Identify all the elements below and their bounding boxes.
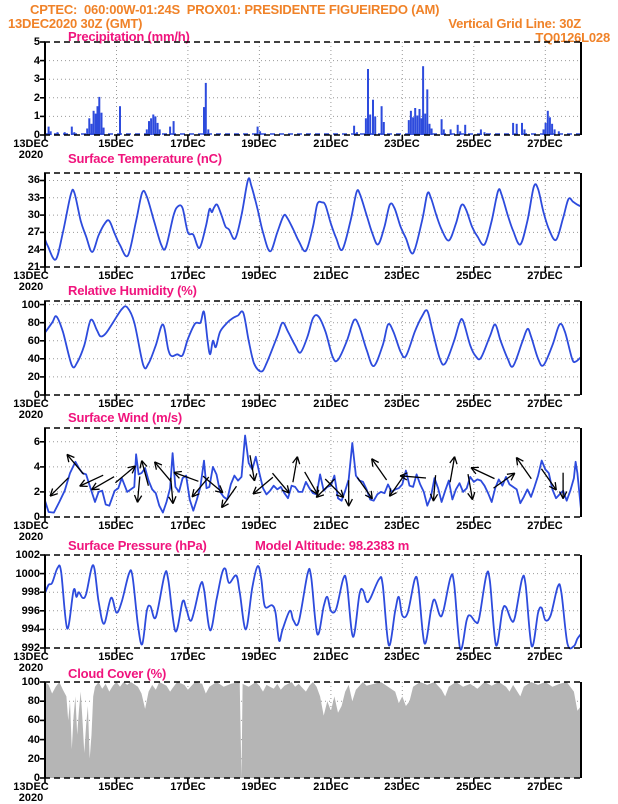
surface-pressure-ytick-label: 1000 <box>0 568 40 580</box>
surface-temperature-xtick-label: 15DEC <box>94 270 138 282</box>
relative-humidity-xtick-year: 2020 <box>9 409 53 421</box>
surface-pressure-xtick-label: 17DEC <box>166 651 210 663</box>
cloud-cover-xtick-label: 27DEC <box>523 781 567 793</box>
surface-pressure-xtick-label: 21DEC <box>309 651 353 663</box>
cloud-cover-xtick-label: 15DEC <box>94 781 138 793</box>
relative-humidity-ytick-label: 100 <box>0 299 40 311</box>
surface-temperature-ytick-label: 21 <box>0 261 40 273</box>
header-station-line: CPTEC: 060:00W-01:24S PROX01: PRESIDENTE FIGUEIREDO (AM) <box>30 2 439 17</box>
surface-pressure-ytick-label: 992 <box>0 642 40 654</box>
surface-temperature-xtick-label: 19DEC <box>237 270 281 282</box>
surface-temperature-ytick-label: 30 <box>0 209 40 221</box>
surface-wind-xtick-label: 23DEC <box>380 520 424 532</box>
panel-title-relative-humidity: Relative Humidity (%) <box>68 283 197 298</box>
relative-humidity-xtick-label: 25DEC <box>452 398 496 410</box>
panel-title-precipitation: Precipitation (mm/h) <box>68 29 190 44</box>
surface-wind-xtick-label: 17DEC <box>166 520 210 532</box>
surface-pressure-ytick-label: 996 <box>0 605 40 617</box>
surface-temperature-xtick-label: 13DEC <box>9 270 53 282</box>
relative-humidity-ytick-label: 60 <box>0 335 40 347</box>
relative-humidity-xtick-label: 17DEC <box>166 398 210 410</box>
precipitation-xtick-label: 21DEC <box>309 138 353 150</box>
cloud-cover-ytick-label: 40 <box>0 734 40 746</box>
precipitation-xtick-label: 23DEC <box>380 138 424 150</box>
surface-pressure-ytick-label: 1002 <box>0 549 40 561</box>
surface-pressure-ytick-label: 998 <box>0 586 40 598</box>
relative-humidity-ytick-label: 0 <box>0 389 40 401</box>
relative-humidity-ytick-label: 80 <box>0 317 40 329</box>
surface-temperature-xtick-label: 23DEC <box>380 270 424 282</box>
surface-wind-xtick-label: 19DEC <box>237 520 281 532</box>
precipitation-ytick-label: 5 <box>0 36 40 48</box>
surface-wind-ytick-label: 4 <box>0 461 40 473</box>
precipitation-ytick-label: 3 <box>0 73 40 85</box>
surface-temperature-ytick-label: 33 <box>0 192 40 204</box>
surface-wind-xtick-label: 13DEC <box>9 520 53 532</box>
header-vertical-grid-line: Vertical Grid Line: 30Z <box>448 16 581 31</box>
precipitation-ytick-label: 0 <box>0 129 40 141</box>
surface-wind-xtick-year: 2020 <box>9 531 53 543</box>
surface-wind-xtick-label: 25DEC <box>452 520 496 532</box>
model-altitude-label: Model Altitude: 98.2383 m <box>255 538 409 553</box>
precipitation-xtick-label: 19DEC <box>237 138 281 150</box>
cloud-cover-xtick-year: 2020 <box>9 792 53 804</box>
surface-temperature-xtick-label: 25DEC <box>452 270 496 282</box>
relative-humidity-xtick-label: 15DEC <box>94 398 138 410</box>
header-model-code: TQ0126L028 <box>535 30 610 45</box>
surface-wind-ytick-label: 2 <box>0 486 40 498</box>
surface-temperature-ytick-label: 27 <box>0 226 40 238</box>
cloud-cover-ytick-label: 100 <box>0 676 40 688</box>
cloud-cover-xtick-label: 13DEC <box>9 781 53 793</box>
panel-title-cloud-cover: Cloud Cover (%) <box>68 666 166 681</box>
precipitation-ytick-label: 2 <box>0 92 40 104</box>
relative-humidity-xtick-label: 21DEC <box>309 398 353 410</box>
cloud-cover-xtick-label: 17DEC <box>166 781 210 793</box>
precipitation-xtick-label: 17DEC <box>166 138 210 150</box>
surface-pressure-xtick-label: 13DEC <box>9 651 53 663</box>
relative-humidity-xtick-label: 19DEC <box>237 398 281 410</box>
cloud-cover-ytick-label: 20 <box>0 753 40 765</box>
surface-temperature-xtick-label: 27DEC <box>523 270 567 282</box>
surface-temperature-xtick-label: 17DEC <box>166 270 210 282</box>
surface-wind-xtick-label: 27DEC <box>523 520 567 532</box>
precipitation-xtick-year: 2020 <box>9 149 53 161</box>
cloud-cover-ytick-label: 0 <box>0 772 40 784</box>
cloud-cover-xtick-label: 23DEC <box>380 781 424 793</box>
surface-pressure-xtick-label: 15DEC <box>94 651 138 663</box>
relative-humidity-ytick-label: 40 <box>0 353 40 365</box>
cloud-cover-xtick-label: 19DEC <box>237 781 281 793</box>
surface-temperature-xtick-label: 21DEC <box>309 270 353 282</box>
surface-pressure-xtick-label: 23DEC <box>380 651 424 663</box>
relative-humidity-xtick-label: 27DEC <box>523 398 567 410</box>
surface-pressure-ytick-label: 994 <box>0 623 40 635</box>
surface-pressure-xtick-label: 19DEC <box>237 651 281 663</box>
surface-pressure-xtick-label: 25DEC <box>452 651 496 663</box>
surface-pressure-xtick-year: 2020 <box>9 662 53 674</box>
cloud-cover-ytick-label: 60 <box>0 714 40 726</box>
cloud-cover-xtick-label: 25DEC <box>452 781 496 793</box>
surface-temperature-xtick-year: 2020 <box>9 281 53 293</box>
relative-humidity-xtick-label: 23DEC <box>380 398 424 410</box>
surface-wind-xtick-label: 15DEC <box>94 520 138 532</box>
precipitation-xtick-label: 15DEC <box>94 138 138 150</box>
cloud-cover-xtick-label: 21DEC <box>309 781 353 793</box>
cloud-cover-ytick-label: 80 <box>0 695 40 707</box>
precipitation-ytick-label: 1 <box>0 110 40 122</box>
relative-humidity-xtick-label: 13DEC <box>9 398 53 410</box>
surface-wind-ytick-label: 6 <box>0 436 40 448</box>
panel-title-surface-wind: Surface Wind (m/s) <box>68 410 182 425</box>
surface-temperature-ytick-label: 36 <box>0 174 40 186</box>
panel-title-surface-pressure: Surface Pressure (hPa) <box>68 538 207 553</box>
panel-title-surface-temperature: Surface Temperature (nC) <box>68 151 222 166</box>
relative-humidity-ytick-label: 20 <box>0 371 40 383</box>
surface-pressure-xtick-label: 27DEC <box>523 651 567 663</box>
surface-wind-xtick-label: 21DEC <box>309 520 353 532</box>
precipitation-ytick-label: 4 <box>0 55 40 67</box>
header-run-datetime: 13DEC2020 30Z (GMT) <box>8 16 142 31</box>
precipitation-xtick-label: 13DEC <box>9 138 53 150</box>
surface-wind-ytick-label: 0 <box>0 511 40 523</box>
precipitation-xtick-label: 27DEC <box>523 138 567 150</box>
surface-temperature-ytick-label: 24 <box>0 244 40 256</box>
precipitation-xtick-label: 25DEC <box>452 138 496 150</box>
